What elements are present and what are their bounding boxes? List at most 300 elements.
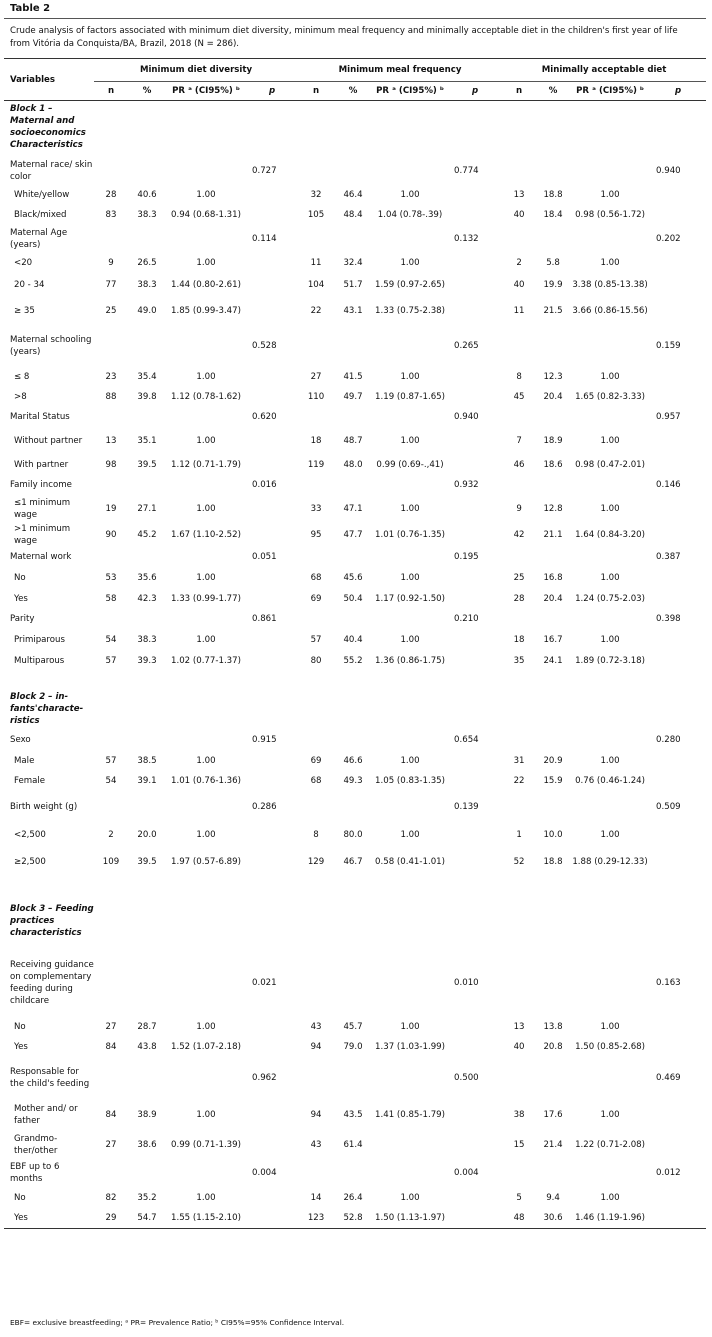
table-body [4,101,706,1229]
pr-ci-value: 1.00 [600,503,620,514]
category-row [4,387,706,407]
p-value: 0.202 [656,233,681,244]
percent-value: 20.4 [543,593,563,604]
p-blank [650,273,706,297]
n-value: 129 [307,856,325,867]
percent-value: 26.5 [137,257,157,268]
percent-value: 32.4 [343,257,363,268]
p-blank [448,629,502,651]
pr-ci-value: 1.97 (0.57-6.89) [171,856,241,867]
percent-value: 49.3 [343,775,363,786]
category-label: 20 - 34 [14,279,45,290]
p-value: 0.469 [656,1072,681,1083]
header-p: p [246,82,298,101]
p-blank [246,1131,298,1159]
percent-value: 47.1 [343,503,363,514]
blank-n [94,729,128,751]
p-blank [650,1037,706,1057]
category-label: Yes [4,1209,94,1229]
n-value: 43 [310,1021,322,1032]
pr-ci-value: 1.64 (0.84-3.20) [575,529,646,540]
header-percent: % [334,82,372,101]
percent-value: 49.0 [137,305,157,316]
category-row [4,523,706,547]
pr-ci-value: 1.00 [600,829,620,840]
pr-ci-value: 1.00 [196,829,216,840]
blank-n [502,1057,536,1099]
p-blank [448,367,502,387]
pr-ci-value: 1.12 (0.71-1.79) [171,459,241,470]
blank-pr [166,729,246,751]
blank-pct [128,325,166,367]
blank-pct [536,225,570,253]
blank-pr [372,475,448,495]
p-blank [448,455,502,475]
category-row [4,651,706,671]
block-label: Block 2 – in-fants'characte-ristics [10,691,84,726]
percent-value: 80.0 [343,829,363,840]
n-value: 15 [513,1139,525,1150]
n-value: 48 [502,1209,536,1229]
category-label: Grandmo-ther/other [14,1133,58,1156]
pr-ci-value: 1.24 (0.75-2.03) [575,593,646,604]
percent-value: 45.6 [343,572,363,583]
p-blank [650,847,706,877]
blank-pct [334,325,372,367]
p-blank [448,387,502,407]
p-blank [448,523,502,547]
blank-pr [372,1159,448,1187]
category-row [4,847,706,877]
percent-value: 39.1 [137,775,157,786]
p-blank [246,523,298,547]
p-blank [650,253,706,273]
pr-ci-value: 1.00 [600,257,620,268]
header-n: n [298,82,334,101]
percent-value: 52.8 [334,1209,372,1229]
pr-ci-value: 1.00 [400,503,420,514]
blank-n [94,157,128,185]
n-value: 23 [105,371,117,382]
p-blank [448,427,502,455]
n-value: 110 [307,391,325,402]
blank-pct [536,1159,570,1187]
n-value: 18 [310,435,322,446]
variable-row [4,407,706,427]
p-value: 0.139 [454,801,479,812]
blank-pct [128,729,166,751]
pr-ci-value: 0.98 (0.56-1.72) [575,209,646,220]
header-percent: % [128,82,166,101]
percent-value: 39.5 [137,856,157,867]
p-blank [650,387,706,407]
percent-value: 15.9 [543,775,563,786]
percent-value: 48.7 [343,435,363,446]
pr-ci-value: 1.36 (0.86-1.75) [375,655,445,666]
n-value: 9 [516,503,522,514]
blank-n [298,157,334,185]
blank-pct [334,949,372,1017]
blank-pct [536,157,570,185]
blank-n [94,475,128,495]
pr-ci-value: 1.00 [400,257,420,268]
p-value: 0.159 [656,340,681,351]
blank-pct [536,475,570,495]
n-value: 27 [105,1021,117,1032]
percent-value: 20.9 [543,755,563,766]
n-value: 104 [307,279,325,290]
pr-ci-value: 1.01 (0.76-1.35) [375,529,445,540]
variable-row [4,729,706,751]
pr-ci-value: 1.55 (1.15-2.10) [166,1209,246,1229]
n-value: 84 [105,1041,117,1052]
n-value: 119 [307,459,325,470]
percent-value: 40.6 [137,189,157,200]
blank-pct [536,949,570,1017]
percent-value: 35.6 [137,572,157,583]
p-value: 0.654 [454,734,479,745]
pr-ci-value: 1.00 [600,1021,620,1032]
p-blank [246,387,298,407]
p-blank [246,751,298,771]
blank-pr [372,1057,448,1099]
variable-label: Birth weight (g) [10,801,78,812]
p-blank [448,1209,502,1229]
percent-value: 26.4 [343,1192,363,1203]
p-blank [448,1099,502,1131]
percent-value: 45.7 [343,1021,363,1032]
blank-pr [570,1159,650,1187]
header-group-diet-diversity: Minimum diet diversity [94,59,298,82]
n-value: 94 [310,1041,322,1052]
category-label: Mother and/ or father [14,1103,78,1126]
p-blank [650,589,706,609]
p-value: 0.210 [454,613,479,624]
blank-pct [334,609,372,629]
category-row [4,589,706,609]
percent-value: 21.5 [543,305,563,316]
n-value: 11 [310,257,322,268]
variable-row [4,547,706,567]
pr-ci-value: 1.65 (0.82-3.33) [575,391,646,402]
pr-ci-value: 1.52 (1.07-2.18) [171,1041,241,1052]
percent-value: 46.6 [343,755,363,766]
percent-value: 13.8 [543,1021,563,1032]
blank-pct [128,225,166,253]
p-value: 0.962 [252,1072,277,1083]
p-blank [246,847,298,877]
n-value: 25 [513,572,525,583]
category-label: No [14,1192,26,1203]
n-value: 28 [513,593,525,604]
n-value: 13 [513,1021,525,1032]
p-blank [246,185,298,205]
blank-pct [128,157,166,185]
variable-row [4,225,706,253]
p-blank [246,1187,298,1209]
blank-n [94,1159,128,1187]
header-pr: PR ᵃ (CI95%) ᵇ [570,82,650,101]
percent-value: 43.8 [137,1041,157,1052]
category-label: Male [14,755,35,766]
blank-pct [334,1159,372,1187]
p-blank [650,523,706,547]
pr-ci-value: 1.00 [600,572,620,583]
blank-n [298,791,334,823]
n-value: 18 [513,634,525,645]
percent-value: 18.6 [543,459,563,470]
pr-ci-value: 1.00 [600,435,620,446]
blank-pct [128,1159,166,1187]
category-label: White/yellow [14,189,70,200]
n-value: 46 [513,459,525,470]
p-value: 0.004 [454,1167,479,1178]
blank-pr [570,791,650,823]
header-n: n [502,82,536,101]
pr-ci-value: 0.98 (0.47-2.01) [575,459,646,470]
blank-pr [570,1057,650,1099]
percent-value: 61.4 [343,1139,363,1150]
pr-ci-value: 1.00 [600,1109,620,1120]
p-blank [448,771,502,791]
pr-ci-value: 1.00 [196,257,216,268]
blank-pct [128,1057,166,1099]
pr-ci-value: 1.17 (0.92-1.50) [375,593,445,604]
n-value: 32 [310,189,322,200]
block-spacer [94,877,706,949]
n-value: 83 [105,209,117,220]
p-blank [650,185,706,205]
percent-value: 16.8 [543,572,563,583]
blank-pr [570,547,650,567]
pr-ci-value: 1.00 [600,634,620,645]
p-blank [448,651,502,671]
p-blank [448,253,502,273]
pr-ci-value: 1.00 [400,435,420,446]
block-spacer [94,671,706,729]
percent-value: 47.7 [343,529,363,540]
pr-ci-value: 1.85 (0.99-3.47) [171,305,241,316]
pr-ci-value: 1.88 (0.29-12.33) [572,856,648,867]
p-blank [246,589,298,609]
n-value: 31 [513,755,525,766]
category-label: ≤ 8 [14,371,30,382]
pr-ci-value: 1.00 [196,435,216,446]
pr-ci-value: 1.05 (0.83-1.35) [375,775,445,786]
n-value: 69 [310,755,322,766]
n-value: 80 [310,655,322,666]
percent-value: 18.8 [543,856,563,867]
pr-ci-value: 1.33 (0.99-1.77) [171,593,241,604]
variable-row [4,1057,706,1099]
p-value: 0.727 [252,165,277,176]
pr-ci-value: 1.02 (0.77-1.37) [171,655,241,666]
p-value: 0.940 [656,165,681,176]
data-table [4,58,706,1229]
pr-ci-value: 1.37 (1.03-1.99) [375,1041,445,1052]
p-blank [650,427,706,455]
p-blank [246,297,298,325]
table-title: Table 2 [10,3,51,14]
blank-pr [570,325,650,367]
p-value: 0.774 [454,165,479,176]
blank-n [298,225,334,253]
blank-n [502,475,536,495]
percent-value: 38.9 [137,1109,157,1120]
p-value: 0.132 [454,233,479,244]
blank-pr [166,157,246,185]
variable-label: Sexo [10,734,31,745]
percent-value: 39.3 [137,655,157,666]
p-value: 0.957 [656,411,681,422]
block-label: Block 3 – Feeding practices characteristics [10,903,94,938]
percent-value: 24.1 [543,655,563,666]
p-blank [448,185,502,205]
p-value: 0.500 [454,1072,479,1083]
pr-ci-value: 1.44 (0.80-2.61) [171,279,241,290]
n-value: 11 [513,305,525,316]
percent-value: 38.3 [137,634,157,645]
p-value: 0.004 [252,1167,277,1178]
blank-n [298,1159,334,1187]
blank-pr [166,609,246,629]
n-value: 69 [310,593,322,604]
blank-n [502,325,536,367]
blank-pr [570,407,650,427]
pr-ci-value: 1.00 [196,1021,216,1032]
n-value: 52 [513,856,525,867]
category-label: ≤1 minimum wage [14,497,71,520]
p-blank [650,1017,706,1037]
header-p: p [650,82,706,101]
pr-ci-value: 0.76 (0.46-1.24) [575,775,646,786]
category-row [4,185,706,205]
variable-label: Responsable for the child's feeding [10,1066,90,1089]
n-value: 88 [105,391,117,402]
variable-label: Marital Status [10,411,70,422]
p-blank [650,1187,706,1209]
blank-pr [166,547,246,567]
percent-value: 43.1 [343,305,363,316]
n-value: 54 [105,634,117,645]
blank-pr [372,157,448,185]
category-label: Yes [14,593,28,604]
header-row-groups [4,59,706,82]
n-value: 27 [310,371,322,382]
header-variables: Variables [4,59,94,101]
pr-ci-value: 1.89 (0.72-3.18) [575,655,646,666]
blank-pct [334,729,372,751]
blank-pr [372,325,448,367]
variable-row [4,949,706,1017]
pr-ci-value: 1.00 [196,572,216,583]
n-value: 42 [513,529,525,540]
p-blank [246,1017,298,1037]
variable-row [4,475,706,495]
percent-value: 50.4 [343,593,363,604]
blank-n [298,609,334,629]
blank-pr [570,609,650,629]
header-row-subcolumns [4,82,706,101]
variable-row [4,157,706,185]
block-spacer [94,101,706,157]
pr-ci-value: 1.00 [400,829,420,840]
category-row [4,427,706,455]
p-blank [448,567,502,589]
p-value: 0.280 [656,734,681,745]
variable-row [4,609,706,629]
blank-pct [536,609,570,629]
blank-n [502,729,536,751]
variable-row [4,1159,706,1187]
p-blank [650,1209,706,1229]
pr-ci-value: 1.00 [196,1192,216,1203]
n-value: 57 [310,634,322,645]
pr-ci-value: 0.99 (0.71-1.39) [171,1139,241,1150]
pr-ci-value: 0.99 (0.69-.,41) [376,459,444,470]
n-value: 27 [105,1139,117,1150]
percent-value: 18.9 [543,435,563,446]
header-group-acceptable-diet: Minimally acceptable diet [502,59,706,82]
blank-n [94,407,128,427]
p-blank [246,455,298,475]
blank-pr [372,547,448,567]
p-blank [650,495,706,523]
blank-pct [536,791,570,823]
block-header-row [4,101,706,157]
blank-pct [536,325,570,367]
blank-pct [334,407,372,427]
p-blank [650,455,706,475]
percent-value: 38.6 [137,1139,157,1150]
blank-pr [372,407,448,427]
p-blank [650,1099,706,1131]
percent-value: 9.4 [546,1192,560,1203]
percent-value: 39.5 [137,459,157,470]
header-pr: PR ᵃ (CI95%) ᵇ [372,82,448,101]
p-blank [246,771,298,791]
percent-value: 35.1 [137,435,157,446]
blank-pr [166,791,246,823]
pr-ci-value: 1.50 (1.13-1.97) [372,1209,448,1229]
category-row [4,495,706,523]
percent-value: 49.7 [343,391,363,402]
n-value: 68 [310,572,322,583]
percent-value: 42.3 [137,593,157,604]
p-blank [246,567,298,589]
n-value: 58 [105,593,117,604]
table-caption: Crude analysis of factors associated with minimum diet diversity, minimum meal frequency and minimally acceptable diet in the children's first year of life from Vitória da Conquista/BA, Brazil, 2018 (N = 286). [10,26,678,49]
p-blank [650,297,706,325]
n-value: 7 [516,435,522,446]
p-blank [650,751,706,771]
n-value: 40 [513,209,525,220]
n-value: 5 [516,1192,522,1203]
blank-n [298,325,334,367]
blank-n [298,475,334,495]
n-value: 9 [108,257,114,268]
category-row [4,1099,706,1131]
p-blank [246,1037,298,1057]
n-value: 40 [513,1041,525,1052]
blank-n [94,949,128,1017]
n-value: 98 [105,459,117,470]
blank-pct [128,547,166,567]
percent-value: 20.8 [543,1041,563,1052]
header-percent: % [536,82,570,101]
blank-n [94,609,128,629]
category-label: <2,500 [14,829,46,840]
